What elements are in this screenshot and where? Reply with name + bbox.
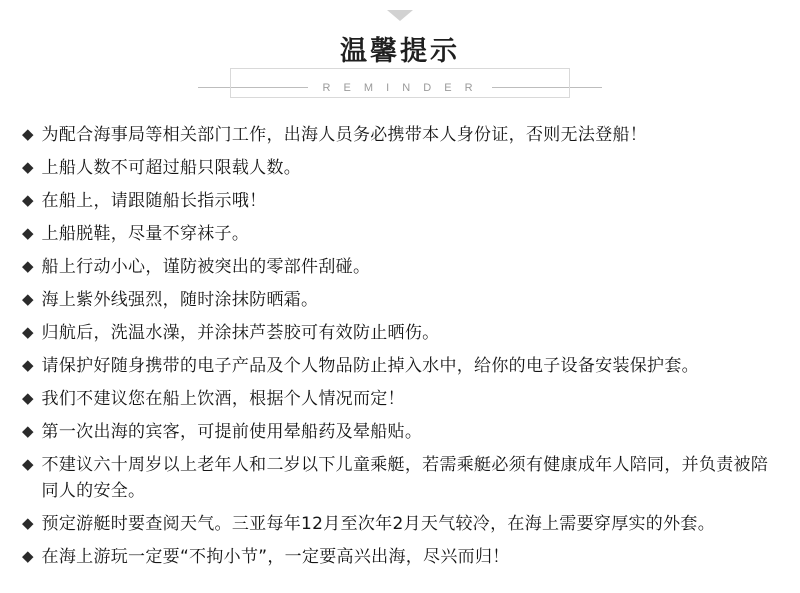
reminder-list bbox=[0, 122, 800, 570]
list-item-text: 在海上游玩一定要“不拘小节”，一定要高兴出海，尽兴而归！ bbox=[41, 546, 510, 567]
list-item-text: 归航后，洗温水澡，并涂抹芦荟胶可有效防止晒伤。 bbox=[41, 322, 440, 343]
diamond-bullet-icon: ◆ bbox=[22, 389, 34, 407]
diamond-bullet-icon: ◆ bbox=[22, 125, 34, 143]
list-item-text: 预定游艇时要查阅天气。三亚每年12月至次年2月天气较冷，在海上需要穿厚实的外套。 bbox=[41, 513, 715, 534]
diamond-bullet-icon: ◆ bbox=[22, 514, 34, 532]
list-item bbox=[22, 353, 772, 379]
list-item bbox=[22, 155, 772, 181]
list-item-text: 在船上，请跟随船长指示哦！ bbox=[41, 190, 267, 211]
list-item bbox=[22, 419, 772, 445]
list-item bbox=[22, 287, 772, 313]
diamond-bullet-icon: ◆ bbox=[22, 224, 34, 242]
triangle-down-icon bbox=[387, 10, 413, 21]
list-item-text: 船上行动小心，谨防被突出的零部件刮碰。 bbox=[41, 256, 371, 277]
list-item-text: 上船脱鞋，尽量不穿袜子。 bbox=[41, 223, 250, 244]
diamond-bullet-icon: ◆ bbox=[22, 158, 34, 176]
list-item-text: 请保护好随身携带的电子产品及个人物品防止掉入水中，给你的电子设备安装保护套。 bbox=[41, 355, 699, 376]
list-item-text: 不建议六十周岁以上老年人和二岁以下儿童乘艇，若需乘艇必须有健康成年人陪同，并负责被陪同人的安全。 bbox=[41, 454, 769, 501]
diamond-bullet-icon: ◆ bbox=[22, 290, 34, 308]
subtitle-frame bbox=[230, 68, 570, 98]
diamond-bullet-icon: ◆ bbox=[22, 547, 34, 565]
diamond-bullet-icon: ◆ bbox=[22, 191, 34, 209]
reminder-page bbox=[0, 10, 800, 593]
list-item bbox=[22, 254, 772, 280]
list-item-text: 为配合海事局等相关部门工作，出海人员务必携带本人身份证，否则无法登船！ bbox=[41, 124, 648, 145]
list-item bbox=[22, 188, 772, 214]
page-title: 温馨提示 bbox=[340, 36, 460, 67]
diamond-bullet-icon: ◆ bbox=[22, 455, 34, 473]
diamond-bullet-icon: ◆ bbox=[22, 257, 34, 275]
list-item-text: 上船人数不可超过船只限载人数。 bbox=[41, 157, 302, 178]
list-item bbox=[22, 544, 772, 570]
diamond-bullet-icon: ◆ bbox=[22, 323, 34, 341]
list-item bbox=[22, 122, 772, 148]
list-item bbox=[22, 221, 772, 247]
diamond-bullet-icon: ◆ bbox=[22, 356, 34, 374]
list-item bbox=[22, 452, 772, 504]
title-block bbox=[0, 37, 800, 100]
subtitle-decoration bbox=[198, 67, 601, 100]
list-item bbox=[22, 511, 772, 537]
list-item-text: 我们不建议您在船上饮酒，根据个人情况而定！ bbox=[41, 388, 405, 409]
page-subtitle: R E M I N D E R bbox=[322, 81, 478, 94]
diamond-bullet-icon: ◆ bbox=[22, 422, 34, 440]
list-item bbox=[22, 386, 772, 412]
list-item-text: 第一次出海的宾客，可提前使用晕船药及晕船贴。 bbox=[41, 421, 423, 442]
list-item bbox=[22, 320, 772, 346]
list-item-text: 海上紫外线强烈，随时涂抹防晒霜。 bbox=[41, 289, 319, 310]
